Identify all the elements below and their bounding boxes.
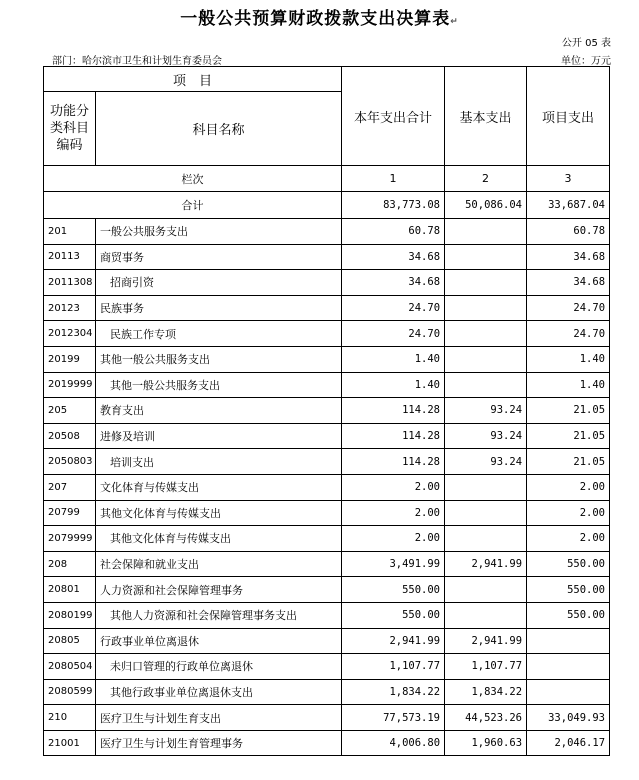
row-basic: 93.24 bbox=[445, 398, 527, 424]
table-row bbox=[44, 321, 610, 347]
row-project: 21.05 bbox=[527, 423, 610, 449]
row-code: 20199 bbox=[44, 346, 96, 372]
table-row bbox=[44, 270, 610, 296]
row-code: 2019999 bbox=[44, 372, 96, 398]
table-row bbox=[44, 679, 610, 705]
row-total: 550.00 bbox=[342, 577, 445, 603]
table-row bbox=[44, 295, 610, 321]
row-total: 34.68 bbox=[342, 270, 445, 296]
row-code: 20799 bbox=[44, 500, 96, 526]
header-name: 科目名称 bbox=[96, 92, 342, 166]
row-code: 20801 bbox=[44, 577, 96, 603]
row-code: 2080199 bbox=[44, 602, 96, 628]
row-code: 2050803 bbox=[44, 449, 96, 475]
row-name: 医疗卫生与计划生育支出 bbox=[96, 705, 342, 731]
row-project: 550.00 bbox=[527, 577, 610, 603]
table-row bbox=[44, 526, 610, 552]
row-project: 2.00 bbox=[527, 474, 610, 500]
row-name: 其他行政事业单位离退休支出 bbox=[96, 679, 342, 705]
row-code: 21001 bbox=[44, 730, 96, 756]
row-project: 2.00 bbox=[527, 500, 610, 526]
row-total: 2,941.99 bbox=[342, 628, 445, 654]
header-basic: 基本支出 bbox=[445, 67, 527, 166]
summary-total: 83,773.08 bbox=[342, 192, 445, 219]
summary-label: 合计 bbox=[44, 192, 342, 219]
summary-project: 33,687.04 bbox=[527, 192, 610, 219]
row-total: 2.00 bbox=[342, 474, 445, 500]
table-row bbox=[44, 705, 610, 731]
row-name: 其他一般公共服务支出 bbox=[96, 372, 342, 398]
row-name: 医疗卫生与计划生育管理事务 bbox=[96, 730, 342, 756]
row-project: 2,046.17 bbox=[527, 730, 610, 756]
row-total: 1,834.22 bbox=[342, 679, 445, 705]
row-total: 24.70 bbox=[342, 321, 445, 347]
row-total: 3,491.99 bbox=[342, 551, 445, 577]
row-total: 550.00 bbox=[342, 602, 445, 628]
table-row bbox=[44, 219, 610, 245]
row-code: 20123 bbox=[44, 295, 96, 321]
title-text: 一般公共预算财政拨款支出决算表 bbox=[180, 9, 451, 29]
row-project: 550.00 bbox=[527, 602, 610, 628]
row-name: 其他文化体育与传媒支出 bbox=[96, 526, 342, 552]
row-basic bbox=[445, 500, 527, 526]
row-basic bbox=[445, 346, 527, 372]
row-name: 其他文化体育与传媒支出 bbox=[96, 500, 342, 526]
row-project: 60.78 bbox=[527, 219, 610, 245]
row-basic bbox=[445, 577, 527, 603]
summary-basic: 50,086.04 bbox=[445, 192, 527, 219]
table-row bbox=[44, 244, 610, 270]
table-row bbox=[44, 551, 610, 577]
row-name: 民族工作专项 bbox=[96, 321, 342, 347]
row-code: 208 bbox=[44, 551, 96, 577]
row-basic bbox=[445, 244, 527, 270]
row-code: 201 bbox=[44, 219, 96, 245]
row-total: 34.68 bbox=[342, 244, 445, 270]
table-row bbox=[44, 654, 610, 680]
header-project: 项目支出 bbox=[527, 67, 610, 166]
row-basic bbox=[445, 474, 527, 500]
row-basic: 93.24 bbox=[445, 449, 527, 475]
row-code: 2012304 bbox=[44, 321, 96, 347]
expenditure-table bbox=[43, 66, 610, 756]
header-code: 功能分类科目编码 bbox=[44, 92, 96, 166]
row-name: 民族事务 bbox=[96, 295, 342, 321]
row-total: 2.00 bbox=[342, 500, 445, 526]
row-code: 2080599 bbox=[44, 679, 96, 705]
row-total: 1.40 bbox=[342, 346, 445, 372]
row-name: 商贸事务 bbox=[96, 244, 342, 270]
lanci-2: 2 bbox=[445, 166, 527, 192]
row-project bbox=[527, 679, 610, 705]
lanci-3: 3 bbox=[527, 166, 610, 192]
row-total: 114.28 bbox=[342, 398, 445, 424]
row-basic: 1,834.22 bbox=[445, 679, 527, 705]
page-title bbox=[0, 4, 639, 29]
row-basic bbox=[445, 270, 527, 296]
row-basic: 1,107.77 bbox=[445, 654, 527, 680]
table-row bbox=[44, 398, 610, 424]
header-total: 本年支出合计 bbox=[342, 67, 445, 166]
paragraph-mark: ↵ bbox=[450, 17, 459, 27]
unit-label: 单位：万元 bbox=[561, 56, 611, 67]
table-row bbox=[44, 474, 610, 500]
row-project: 24.70 bbox=[527, 321, 610, 347]
row-total: 24.70 bbox=[342, 295, 445, 321]
row-total: 77,573.19 bbox=[342, 705, 445, 731]
row-code: 210 bbox=[44, 705, 96, 731]
row-code: 2011308 bbox=[44, 270, 96, 296]
row-basic: 93.24 bbox=[445, 423, 527, 449]
row-project: 21.05 bbox=[527, 398, 610, 424]
row-project: 2.00 bbox=[527, 526, 610, 552]
row-total: 4,006.80 bbox=[342, 730, 445, 756]
row-basic: 2,941.99 bbox=[445, 628, 527, 654]
row-project: 1.40 bbox=[527, 372, 610, 398]
row-total: 114.28 bbox=[342, 423, 445, 449]
table-row bbox=[44, 602, 610, 628]
row-name: 其他一般公共服务支出 bbox=[96, 346, 342, 372]
table-row bbox=[44, 372, 610, 398]
row-basic: 2,941.99 bbox=[445, 551, 527, 577]
header-item: 项 目 bbox=[44, 67, 342, 92]
row-basic bbox=[445, 602, 527, 628]
row-code: 2080504 bbox=[44, 654, 96, 680]
lanci-1: 1 bbox=[342, 166, 445, 192]
row-name: 社会保障和就业支出 bbox=[96, 551, 342, 577]
row-basic bbox=[445, 219, 527, 245]
row-name: 其他人力资源和社会保障管理事务支出 bbox=[96, 602, 342, 628]
row-name: 文化体育与传媒支出 bbox=[96, 474, 342, 500]
row-project: 34.68 bbox=[527, 244, 610, 270]
lanci-label: 栏次 bbox=[44, 166, 342, 192]
row-total: 1,107.77 bbox=[342, 654, 445, 680]
row-project: 1.40 bbox=[527, 346, 610, 372]
row-name: 一般公共服务支出 bbox=[96, 219, 342, 245]
table-row bbox=[44, 730, 610, 756]
form-number: 公开 05 表 bbox=[561, 38, 611, 49]
row-basic bbox=[445, 321, 527, 347]
table-row bbox=[44, 346, 610, 372]
row-basic bbox=[445, 526, 527, 552]
table-row bbox=[44, 449, 610, 475]
row-basic: 1,960.63 bbox=[445, 730, 527, 756]
row-total: 114.28 bbox=[342, 449, 445, 475]
row-name: 招商引资 bbox=[96, 270, 342, 296]
row-name: 未归口管理的行政单位离退休 bbox=[96, 654, 342, 680]
row-project bbox=[527, 654, 610, 680]
row-total: 1.40 bbox=[342, 372, 445, 398]
row-basic bbox=[445, 372, 527, 398]
row-code: 205 bbox=[44, 398, 96, 424]
row-basic bbox=[445, 295, 527, 321]
row-code: 20805 bbox=[44, 628, 96, 654]
row-project: 33,049.93 bbox=[527, 705, 610, 731]
row-project: 21.05 bbox=[527, 449, 610, 475]
table-row bbox=[44, 423, 610, 449]
table-body bbox=[44, 219, 610, 756]
row-project: 34.68 bbox=[527, 270, 610, 296]
department-label: 部门：哈尔滨市卫生和计划生育委员会 bbox=[52, 56, 222, 67]
row-project bbox=[527, 628, 610, 654]
row-total: 2.00 bbox=[342, 526, 445, 552]
row-name: 培训支出 bbox=[96, 449, 342, 475]
table-row bbox=[44, 628, 610, 654]
row-name: 行政事业单位离退休 bbox=[96, 628, 342, 654]
row-code: 207 bbox=[44, 474, 96, 500]
row-basic: 44,523.26 bbox=[445, 705, 527, 731]
row-code: 20508 bbox=[44, 423, 96, 449]
row-project: 24.70 bbox=[527, 295, 610, 321]
table-row bbox=[44, 500, 610, 526]
row-total: 60.78 bbox=[342, 219, 445, 245]
row-code: 2079999 bbox=[44, 526, 96, 552]
table-row bbox=[44, 577, 610, 603]
row-name: 教育支出 bbox=[96, 398, 342, 424]
row-project: 550.00 bbox=[527, 551, 610, 577]
row-name: 进修及培训 bbox=[96, 423, 342, 449]
row-code: 20113 bbox=[44, 244, 96, 270]
row-name: 人力资源和社会保障管理事务 bbox=[96, 577, 342, 603]
